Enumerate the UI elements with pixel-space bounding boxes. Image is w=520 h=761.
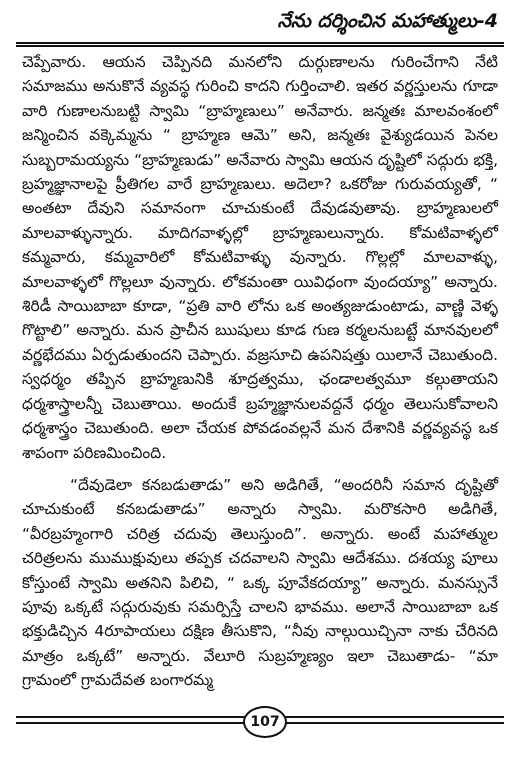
header-rule [16,45,504,47]
page-body [22,50,498,690]
paragraph-2: “దేవుడెలా కనబడుతాడు” అని అడిగితే, “అందరినీ సమాన దృష్టితో చూచుకుంటే కనబడుతాడు” అన్నారు స్వామి. మరొకసారి అడిగితే, “వీరబ్రహ్మంగారి చరిత్ర చదువు తెలుస్తుంది”. అన్నారు. అంటే మహాత్ముల చరిత్రలను ముముక్షువులు తప్పక చదవాలని స్వామి ఆదేశము. దశయ్య పూలు కోస్తుంటే స్వామి అతనిని పిలిచి, “ ఒక్క పూవేకదయ్యా” అన్నారు. మనస్సునే పూవు ఒక్కటే సద్గురువుకు సమర్పిస్తే చాలని భావము. అలానే సాయిబాబా ఒక భక్తుడిచ్చిన 4రూపాయలు దక్షిణ తీసుకొని, “నీవు నాల్గుయిచ్చినా నాకు చేరినది మాత్రం ఒక్కటే” అన్నారు. వేలూరి సుబ్రహ్మణ్యం ఇలా చెబుతాడు- “మా గ్రామంలో గ్రామదేవత బంగారమ్మ [22,475,498,690]
page-number: 107 [250,714,280,730]
paragraph-1: చెప్పేవారు. ఆయన చెప్పినది మనలోని దుర్గుణాలను గురించేగాని నేటి సమాజము అనుకొనే వ్యవస్థ గురించి కాదని గుర్తించాలి. ఇతర వర్ణస్తులను గూడా వారి గుణాలనుబట్టి స్వామి “బ్రాహ్మణులు” అనేవారు. జన్మతః మాలవంశంలో జన్మించిన వక్కెమ్మను “ బ్రాహ్మణ ఆమె” అని, జన్మతః వైశ్యుడయిన పెనల సుబ్బరామయ్యను “బ్రాహ్మణుడు” అనేవారు స్వామి ఆయన దృష్టిలో సద్గురు భక్తి, బ్రహ్మజ్ఞానాలపై ప్రీతిగల వారే బ్రాహ్మణులు. అదెలా? ఒకరోజు గురువయ్యతో, “ అంతటా దేవుని సమానంగా చూచుకుంటే దేవుడవుతావు. బ్రాహ్మణులలో మాలవాళ్ళున్నారు. మాదిగవాళ్ళల్లో బ్రాహ్మణులున్నారు. కోమటివాళ్ళలో కమ్మవారు, కమ్మవారిలో కోమటివాళ్ళు వున్నారు. గొల్లల్లో మాలవాళ్ళు, మాలవాళ్ళలో గొల్లలూ వున్నారు. లోకమంతా యివిధంగా వుందయ్యా” అన్నారు. శిరిడీ సాయిబాబా కూడా, “ప్రతి వారి లోను ఒక అంత్యజుడుంటాడు, వాణ్ణి వెళ్ళ గొట్టాలి” అన్నారు. మన ప్రాచీన ఋషులు కూడ గుణ కర్మలనుబట్టే మానవులలో వర్ణభేదము ఏర్పడుతుందని చెప్పారు. వజ్రసూచి ఉపనిషత్తు యిలానే చెబుతుంది. స్వధర్మం తప్పిన బ్రాహ్మణునికి శూద్రత్వము, ఛండాలత్వమూ కల్గుతాయని ధర్మశాస్త్రాలన్నీ చెబుతాయి. అందుకే బ్రహ్మజ్ఞానులవద్దనే ధర్మం తెలుసుకోవాలని ధర్మశాస్త్రం చెబుతుంది. అలా చేయక పోవడంవల్లనే మన దేశానికి వర్ణవ్యవస్థ ఒక శాపంగా పరిణమించింది. [22,53,498,462]
page-number-badge [243,706,287,738]
running-header [16,6,504,44]
book-title: నేను దర్శించిన మహాత్ములు-4 [277,10,498,32]
